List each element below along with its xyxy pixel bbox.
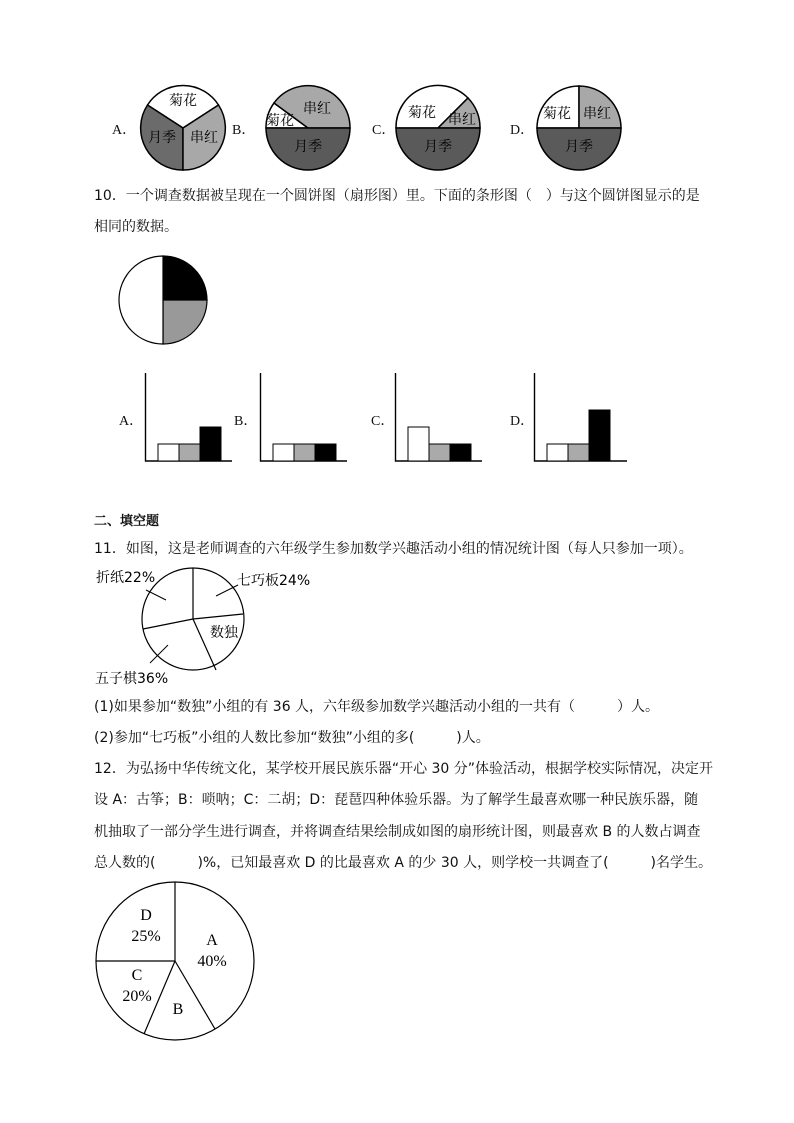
pie-label: 菊花	[408, 105, 436, 121]
pie-slice-1	[163, 300, 207, 344]
pie-label: 菊花	[543, 106, 571, 122]
pie-label-d-pct: 25%	[131, 928, 161, 945]
pie-slice-0	[163, 256, 207, 300]
q12-stem-line4: 总人数的( )%，已知最喜欢 D 的比最喜欢 A 的少 30 人，则学校一共调查了( )名学生。	[94, 855, 713, 871]
pie-label-a-name: A	[206, 932, 218, 949]
q9-option-a-pie[interactable]	[142, 84, 224, 172]
pie-label-b-name: B	[172, 1001, 184, 1018]
pie-label-qiqiaoban: 七巧板24%	[237, 573, 311, 589]
bar-0	[547, 444, 568, 461]
pie-label-zhezhi: 折纸22%	[96, 570, 156, 586]
bar-1	[179, 444, 200, 461]
q12-stem-line3: 机抽取了一部分学生进行调查，并将调查结果绘制成如图的扇形统计图，则最喜欢 B 的人数占调查	[94, 824, 701, 840]
bar-2	[450, 444, 471, 461]
q12-stem-line1: 12．为弘扬中华传统文化，某学校开展民族乐器“开心 30 分”体验活动，根据学校实际情况，决定开	[94, 761, 714, 777]
bar-2	[315, 444, 336, 461]
bar-0	[408, 427, 429, 461]
pie-label-a-pct: 40%	[197, 953, 227, 970]
bar-0	[273, 444, 294, 461]
bar-1	[568, 444, 589, 461]
section-title: 二、填空题	[94, 514, 160, 529]
pie-label: 月季	[148, 130, 176, 146]
q11-sub2: (2)参加“七巧板”小组的人数比参加“数独”小组的多( )人。	[94, 730, 490, 746]
bar-2	[589, 410, 610, 461]
pie-label-shudu: 数独	[210, 625, 238, 641]
q11-pie-chart	[94, 564, 311, 688]
q9-option-c-pie[interactable]	[394, 84, 482, 172]
pie-label-d-name: D	[140, 907, 152, 924]
q10-stem-line1: 10．一个调查数据被呈现在一个圆饼图（扇形图）里。下面的条形图（ ）与这个圆饼图显示的是	[94, 188, 700, 204]
q10-option-a-bar-chart[interactable]	[144, 372, 234, 464]
pie-label-c-name: C	[131, 967, 143, 984]
pie-label-c-pct: 20%	[122, 988, 152, 1005]
bar-1	[429, 444, 450, 461]
pie-label: 月季	[294, 139, 322, 155]
q10-option-c-letter[interactable]: C．	[371, 414, 395, 429]
pie-label: 串红	[583, 106, 611, 122]
q9-option-a-letter[interactable]: A．	[112, 123, 137, 138]
q9-option-b-letter[interactable]: B．	[232, 123, 256, 138]
q12-stem-line2: 设 A：古筝；B：唢呐；C：二胡；D：琵琶四种体验乐器。为了解学生最喜欢哪一种民族乐器，随	[94, 792, 699, 808]
q12-pie-chart	[94, 880, 258, 1044]
q10-pie-chart	[116, 253, 210, 347]
q10-option-a-letter[interactable]: A．	[119, 414, 144, 429]
pie-label: 串红	[448, 112, 476, 128]
q9-option-c-letter[interactable]: C．	[372, 123, 396, 138]
q10-option-d-letter[interactable]: D．	[510, 414, 535, 429]
pie-label: 串红	[190, 130, 218, 146]
q9-option-d-letter[interactable]: D．	[510, 123, 535, 138]
pie-slice-2	[119, 256, 163, 344]
pie-label-wuziqi: 五子棋36%	[95, 671, 169, 687]
q10-option-b-bar-chart[interactable]	[259, 372, 349, 464]
q10-option-b-letter[interactable]: B．	[234, 414, 258, 429]
q11-sub1: (1)如果参加“数独”小组的有 36 人，六年级参加数学兴趣活动小组的一共有（ ）人。	[94, 699, 660, 715]
pie-label: 月季	[565, 139, 593, 155]
q9-option-b-pie[interactable]	[262, 84, 354, 172]
bar-0	[158, 444, 179, 461]
pie-label: 串红	[303, 101, 331, 117]
q9-option-d-pie[interactable]	[535, 84, 623, 172]
bar-1	[294, 444, 315, 461]
pie-label: 菊花	[266, 113, 294, 129]
pie-label: 菊花	[169, 93, 197, 109]
q10-stem-line2: 相同的数据。	[94, 219, 178, 235]
pie-label: 月季	[424, 139, 452, 155]
q11-stem: 11．如图，这是老师调查的六年级学生参加数学兴趣活动小组的情况统计图（每人只参加一项）。	[94, 541, 693, 557]
q10-option-c-bar-chart[interactable]	[394, 372, 484, 464]
bar-2	[200, 427, 221, 461]
q10-option-d-bar-chart[interactable]	[533, 372, 629, 464]
